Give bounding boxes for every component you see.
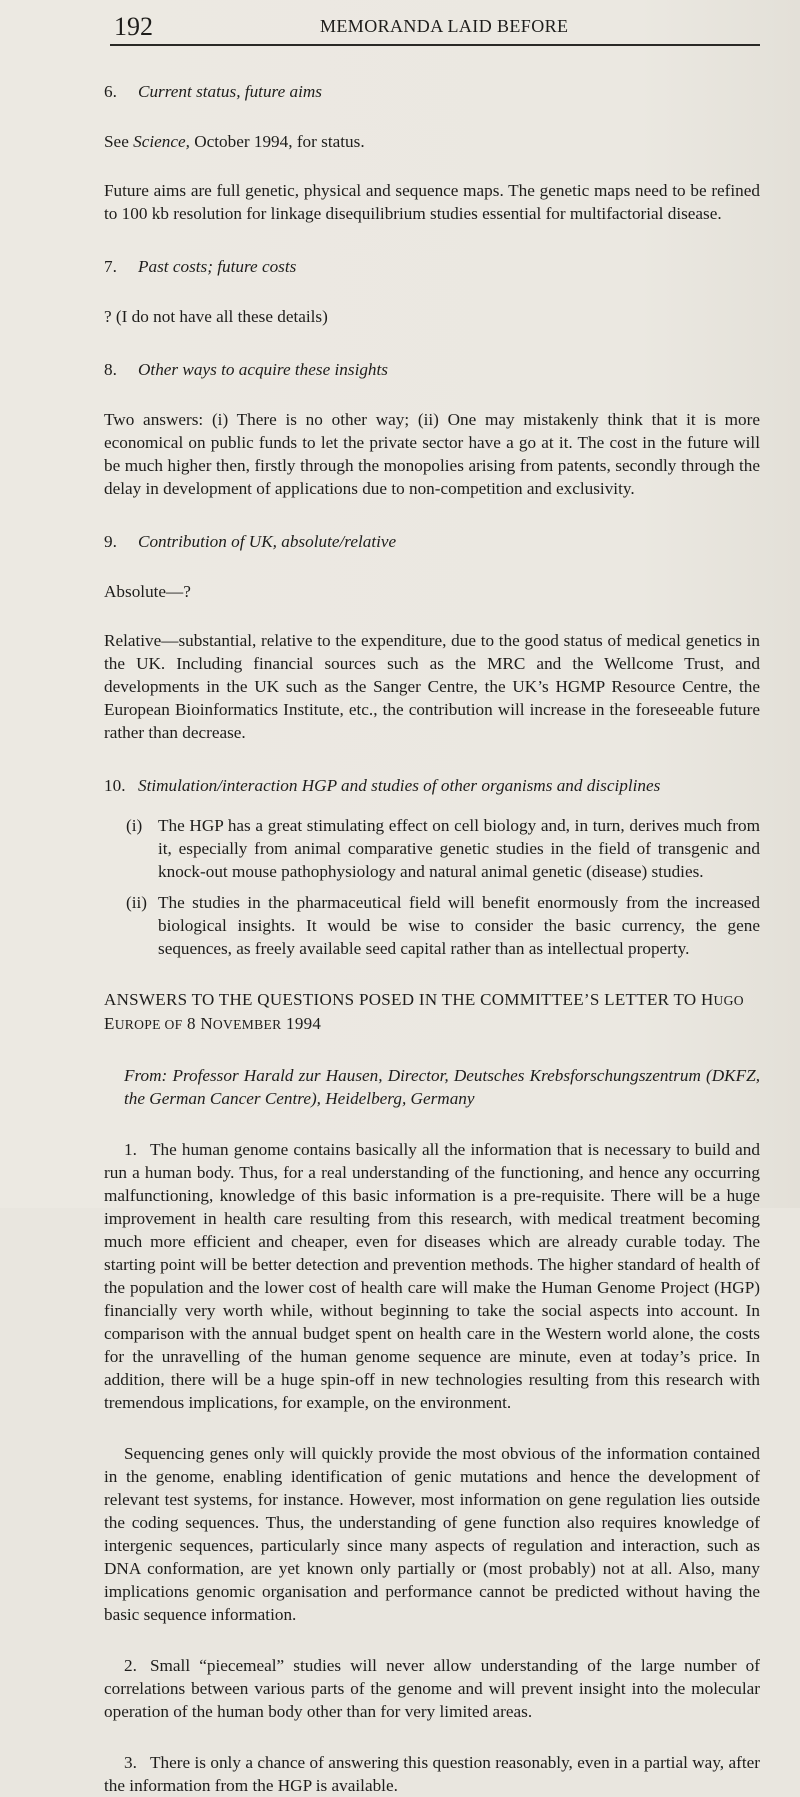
- section-title: Other ways to acquire these insights: [138, 360, 388, 379]
- answer-text: Small “piecemeal” studies will never allow understanding of the large number of correlations between various parts of the genome and will prevent insight into the molecular operation of the human body other than for very limited areas.: [104, 1656, 760, 1721]
- see-rest: October 1994, for status.: [189, 132, 365, 151]
- section-title: Past costs; future costs: [138, 257, 297, 276]
- section-heading-6: [104, 80, 760, 103]
- section-9-relative: Relative—substantial, relative to the expenditure, due to the good status of medical genetics in the UK. Including financial sources such as the MRC and the Wellcome Trust, and developments in the UK such as the Sanger Centre, the UK’s HGMP Resource Centre, the European Bioinformatics Institute, etc., the contribution will increase in the foreseeable future rather than decrease.: [104, 631, 760, 742]
- running-title: MEMORANDA LAID BEFORE: [320, 16, 569, 36]
- running-header: [110, 0, 760, 46]
- from-attribution: From: Professor Harald zur Hausen, Director, Deutsches Krebsforschungszentrum (DKFZ, the German Cancer Centre), Heidelberg, Germany: [124, 1066, 760, 1108]
- list-item: [126, 814, 760, 883]
- list-marker: (ii): [126, 893, 147, 912]
- list-item-text: The studies in the pharmaceutical field will benefit enormously from the increased biological insights. It would be wise to consider the basic currency, the gene sequences, as freely available seed capital rather than as intellectual property.: [158, 893, 760, 958]
- heading-small-caps: OVEMBER: [212, 1017, 282, 1032]
- section-title: Current status, future aims: [138, 82, 322, 101]
- list-item-text: The HGP has a great stimulating effect on cell biology and, in turn, derives much from it, especially from animal comparative genetic studies in the field of transgenic and knock-out mouse pathophysiology and natural animal genetic (disease) studies.: [158, 816, 760, 881]
- heading-text: E: [104, 1014, 115, 1033]
- section-heading-7: [104, 255, 760, 278]
- answer-number: 2.: [124, 1656, 137, 1675]
- heading-text: 1994: [281, 1014, 322, 1033]
- see-prefix: See: [104, 132, 134, 151]
- answer-paragraph: [104, 1442, 760, 1626]
- answer-number: 1.: [124, 1140, 137, 1159]
- section-number: 9.: [104, 532, 117, 551]
- section-number: 7.: [104, 257, 117, 276]
- section-title: Stimulation/interaction HGP and studies of other organisms and disciplines: [138, 776, 661, 795]
- answer-number: 3.: [124, 1753, 137, 1772]
- section-6-paragraph: Future aims are full genetic, physical and sequence maps. The genetic maps need to be refined to 100 kb resolution for linkage disequilibrium studies essential for multifactorial disease.: [104, 181, 760, 223]
- section-heading-9: [104, 530, 760, 553]
- list-marker: (i): [126, 816, 143, 835]
- page-number: 192: [114, 12, 153, 41]
- heading-small-caps: UGO: [713, 993, 744, 1008]
- see-journal: Science,: [133, 132, 190, 151]
- answer-text: Sequencing genes only will quickly provide the most obvious of the information contained in the genome, enabling identification of genic mutations and hence the development of relevant test systems, for instance. However, most information on gene regulation lies outside the coding sequences. Thus, the understanding of gene function also requires knowledge of intergenic sequences, particularly since many aspects of regulation and interaction, such as DNA conformation, are yet known only partially or (most probably) not at all. Also, many implications genomic organisation and performance cannot be predicted without having the basic sequence information.: [104, 1444, 760, 1624]
- heading-text: 8 N: [182, 1014, 213, 1033]
- answers-heading: [104, 988, 760, 1036]
- section-9-absolute: Absolute—?: [104, 582, 191, 601]
- answer-text: There is only a chance of answering this question reasonably, even in a partial way, after the information from the HGP is available.: [104, 1753, 760, 1795]
- section-heading-8: [104, 358, 760, 381]
- section-8-paragraph: Two answers: (i) There is no other way; (ii) One may mistakenly think that it is more economical on public funds to let the private sector have a go at it. The cost in the future will be much higher then, firstly through the monopolies arising from patents, secondly through the delay in development of applications due to non-competition and exclusivity.: [104, 410, 760, 498]
- section-number: 10.: [104, 776, 126, 795]
- section-title: Contribution of UK, absolute/relative: [138, 532, 397, 551]
- answer-paragraph: [104, 1751, 760, 1797]
- list-item: [126, 891, 760, 960]
- section-7-paragraph: ? (I do not have all these details): [104, 307, 328, 326]
- answer-paragraph: [104, 1654, 760, 1723]
- heading-text: ANSWERS TO THE QUESTIONS POSED IN THE COMMITTEE’S LETTER TO H: [104, 990, 714, 1009]
- section-number: 6.: [104, 82, 117, 101]
- section-6-see-paragraph: [104, 130, 760, 153]
- heading-small-caps: UROPE OF: [114, 1017, 183, 1032]
- answer-paragraph: [104, 1138, 760, 1414]
- section-10-list: [126, 814, 760, 960]
- answer-text: The human genome contains basically all the information that is necessary to build and run a human body. Thus, for a real understanding of the functioning, and hence any occurring malfunctioning, knowledge of this basic information is a pre-requisite. There will be a huge improvement in health care resulting from this research, with medical treatment becoming much more efficient and cheaper, even for diseases which are already curable today. The starting point will be better detection and prevention methods. The higher standard of health of the population and the lower cost of health care will make the Human Genome Project (HGP) financially very worth while, without beginning to take the social aspects into account. In comparison with the annual budget spent on health care in the Western world alone, the costs for the unravelling of the human genome sequence are minute, even at today’s price. In addition, there will be a huge spin-off in new technologies resulting from this research with tremendous implications, for example, on the environment.: [104, 1140, 760, 1412]
- section-heading-10: [104, 774, 760, 797]
- document-body: [104, 46, 760, 1797]
- section-number: 8.: [104, 360, 117, 379]
